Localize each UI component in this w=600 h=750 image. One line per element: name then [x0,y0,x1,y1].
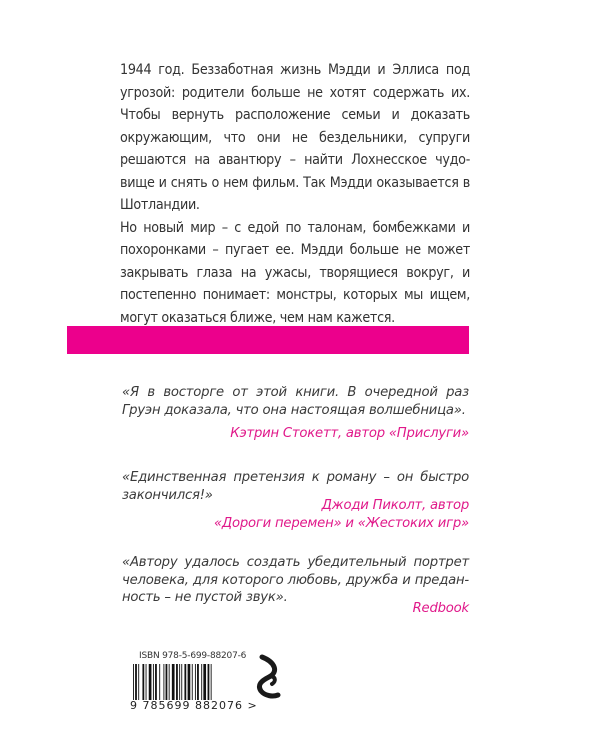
description-line: вище и снять о нем фильм. Так Мэдди оказывается в [120,174,470,191]
quote-line: ность – не пустой звук». [122,590,288,605]
barcode-bar [176,664,178,700]
barcode [133,664,239,700]
barcode-bar [197,664,199,700]
barcode-bar [169,664,170,700]
review-quote-1 [122,384,469,443]
quote-author: Кэтрин Стокетт, автор «Прислуги» [230,426,469,441]
description-line: постепенно понимает: монстры, которых мы ищем, [120,287,470,303]
barcode-bar [184,664,186,700]
barcode-bar [192,664,193,700]
book-description [120,59,470,329]
barcode-bar [208,664,210,700]
barcode-bar [138,664,139,700]
description-paragraph-2 [120,217,470,330]
barcode-bar [142,664,144,700]
barcode-bar [172,664,175,700]
description-line: похоронками – пугает ее. Мэдди больше не может [120,242,470,258]
quote-line: Груэн доказала, что она настоящая волшебница». [122,402,466,418]
barcode-bar [159,664,160,700]
barcode-bar [153,664,154,700]
description-line: угрозой: родители больше не хотят содержать их. [120,84,470,101]
quote-author: «Дороги перемен» и «Жестоких игр» [213,515,469,531]
barcode-bar [166,664,168,700]
pink-divider-bar [67,326,469,354]
quote-author: Redbook [412,600,469,616]
barcode-digits: 9 785699 882076 > [130,699,258,712]
barcode-bar [135,664,137,700]
review-quote-2 [122,469,469,532]
description-line: окружающим, что они не бездельники, супруги [120,129,470,146]
barcode-bar [163,664,164,700]
description-paragraph-1 [120,59,470,217]
barcode-bar [181,664,182,700]
description-line: Но новый мир – с едой по талонам, бомбежками и [120,219,470,236]
description-line: закрывать глаза на ужасы, творящиеся вокруг, и [120,264,470,281]
barcode-bar [203,664,206,700]
quote-author: Джоди Пиколт, автор [321,498,469,513]
barcode-bar [133,664,134,700]
quote-line: закончился!» [122,487,213,503]
barcode-bar [201,664,202,700]
barcode-bar [149,664,152,700]
description-line: решаются на авантюру – найти Лохнесское чудо- [120,152,470,168]
barcode-bar [146,664,147,700]
barcode-bar [179,664,180,700]
quote-line: «Единственная претензия к роману – он быстро [122,470,469,485]
quote-line: «Автору удалось создать убедительный портрет [122,555,469,570]
barcode-bar [188,664,191,700]
description-line: Шотландии. [120,197,200,213]
description-line: Чтобы вернуть расположение семьи и доказать [120,107,470,123]
barcode-bar [155,664,157,700]
quote-line: человека, для которого любовь, дружба и предан- [122,572,469,588]
quote-line: «Я в восторге от этой книги. В очередной раз [122,385,469,400]
barcode-bar [211,664,212,700]
description-line: 1944 год. Беззаботная жизнь Мэдди и Эллиса под [120,62,470,78]
barcode-bar [195,664,196,700]
isbn-label: ISBN 978-5-699-88207-6 [139,651,247,661]
description-line: могут оказаться ближе, чем нам кажется. [120,309,395,326]
review-quote-3 [122,554,469,617]
eksmo-logo-icon [253,654,283,699]
